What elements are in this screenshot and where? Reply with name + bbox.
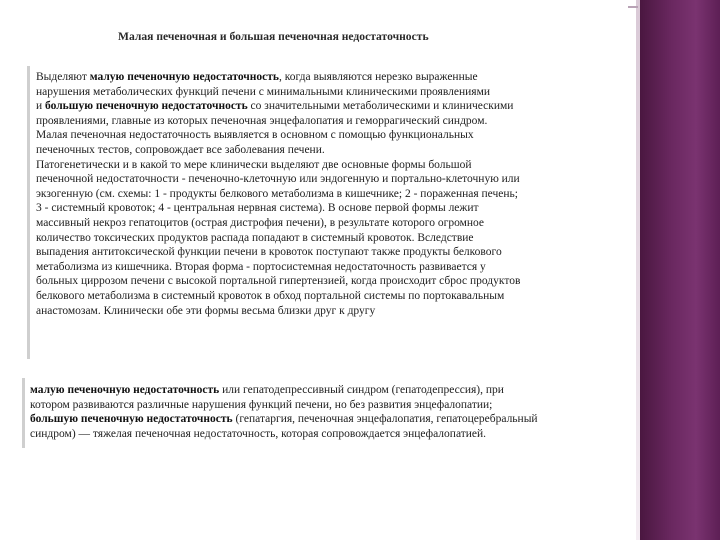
paragraph-definitions	[30, 383, 640, 441]
text-span: , когда выявляются нерезко выраженные	[278, 71, 478, 83]
text-line	[36, 99, 636, 114]
text-line: белкового метаболизма в системный кровоток в обход портальной системы по портокавальным	[36, 289, 505, 302]
text-span: со значительными метаболическими и клиническими	[247, 100, 514, 113]
text-line: синдром) — тяжелая печеночная недостаточность, которая сопровождается энцефалопатией.	[30, 427, 487, 440]
text-span: (гепатаргия, печеночная энцефалопатия, гепатоцеребральный	[232, 413, 538, 426]
text-span: Выделяют	[36, 71, 90, 83]
text-line	[36, 70, 636, 85]
text-line: Патогенетически и в какой то мере клинически выделяют две основные формы большой	[36, 158, 472, 171]
bold-term: большую печеночную недостаточность	[45, 100, 248, 113]
text-line: 3 - системный кровоток; 4 - центральная нервная система). В основе первой формы лежит	[36, 202, 479, 215]
text-line: печеночных тестов, сопровождает все заболевания печени.	[36, 143, 325, 156]
text-line	[30, 383, 640, 398]
quote-bar-2	[22, 378, 25, 448]
quote-bar-1	[27, 66, 30, 359]
bold-term: малую печеночную недостаточность	[30, 384, 220, 396]
text-span: и	[36, 100, 46, 113]
text-line: больных циррозом печени с высокой портальной гипертензией, когда происходит сброс продуктов	[36, 275, 521, 288]
text-line: Малая печеночная недостаточность выявляется в основном с помощью функциональных	[36, 129, 474, 142]
text-line: метаболизма из кишечника. Вторая форма - портосистемная недостаточность развивается у	[36, 260, 486, 273]
text-line: печеночной недостаточности - печеночно-клеточную или эндогенную и портально-клеточную или	[36, 173, 520, 186]
text-line: массивный некроз гепатоцитов (острая дистрофия печени), в результате которого огромное	[36, 216, 485, 229]
text-line: анастомозам. Клинически обе эти формы весьма близки друг к другу	[36, 304, 376, 317]
bold-term: большую печеночную недостаточность	[30, 413, 233, 426]
text-line: нарушения метаболических функций печени с минимальными клиническими проявлениями	[36, 85, 491, 98]
slide-title: Малая печеночная и большая печеночная недостаточность	[118, 30, 429, 43]
text-line: количество токсических продуктов распада попадают в системный кровоток. Вследствие	[36, 231, 474, 244]
paragraph-main	[36, 70, 636, 318]
text-span: или гепатодепрессивный синдром (гепатодепрессия), при	[219, 384, 504, 396]
text-line	[30, 412, 640, 427]
text-line: выпадения антитоксической функции печени в кровоток поступают также продукты белкового	[36, 246, 502, 259]
text-line: проявлениями, главные из которых печеночная энцефалопатия и геморрагический синдром.	[36, 114, 488, 127]
side-rail	[640, 0, 720, 540]
corner-mark	[628, 6, 638, 18]
bold-term: малую печеночную недостаточность	[89, 71, 279, 83]
text-line: экзогенную (см. схемы: 1 - продукты белкового метаболизма в кишечнике; 2 - пораженная печень;	[36, 187, 518, 200]
text-line: котором развиваются различные нарушения функций печени, но без развития энцефалопатии;	[30, 398, 493, 411]
